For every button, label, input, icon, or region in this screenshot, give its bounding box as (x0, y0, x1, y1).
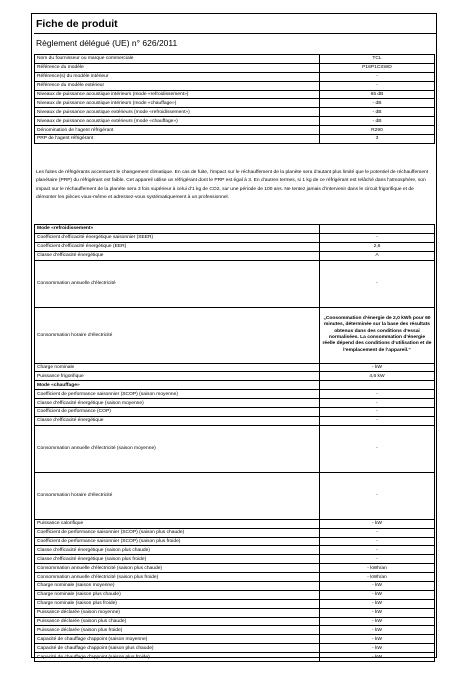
row-value: - kW (320, 617, 435, 626)
table-row (35, 390, 435, 399)
row-label: Consommation annuelle d’électricité (saison plus froide) (35, 573, 320, 582)
row-value: - (320, 537, 435, 546)
table-row (35, 399, 435, 408)
row-value: - (320, 408, 435, 417)
row-label: Puissance calorifique (35, 519, 320, 528)
row-value: - (320, 390, 435, 399)
row-value: - (320, 233, 435, 242)
row-label: Coefficient d’efficacité énergétique saisonnier (SEER) (35, 233, 320, 242)
performance-table (34, 224, 435, 662)
table-row (35, 626, 435, 635)
row-label: Coefficient de performance saisonnier (SCOP) (saison plus froide) (35, 537, 320, 546)
table-row (35, 307, 435, 363)
table-row (35, 635, 435, 644)
row-value: TCL (320, 55, 435, 64)
table-row (35, 251, 435, 260)
row-label: Puissance déclarée (saison plus froide) (35, 626, 320, 635)
row-label: Capacité de chauffage d’appoint (saison plus chaude) (35, 644, 320, 653)
row-value: - (320, 546, 435, 555)
row-value: - kW (320, 599, 435, 608)
table-row (35, 528, 435, 537)
row-label: Niveaux de puissance acoustique intérieurs (mode «chauffage») (35, 99, 320, 108)
row-value: - kW (320, 644, 435, 653)
table-row (35, 573, 435, 582)
row-value: - kWh/an (320, 564, 435, 573)
row-label: Classe d’efficacité énergétique (saison moyenne) (35, 399, 320, 408)
row-label: Classe d’efficacité énergétique (35, 416, 320, 425)
row-label: Charge nominale (saison plus chaude) (35, 590, 320, 599)
row-label: Niveaux de puissance acoustique extérieurs (mode «refroidissement») (35, 108, 320, 117)
section-title: Mode «chauffage» (35, 381, 320, 390)
row-value: - kW (320, 608, 435, 617)
row-value: - (320, 81, 435, 90)
row-value: - dB (320, 117, 435, 126)
table-row (35, 644, 435, 653)
row-label: Consommation annuelle d’électricité (saison plus chaude) (35, 564, 320, 573)
table-row (35, 108, 435, 117)
row-value: - kW (320, 626, 435, 635)
row-value: 3 (320, 135, 435, 144)
table-row (35, 546, 435, 555)
row-value: - (320, 528, 435, 537)
table-row (35, 582, 435, 591)
row-value: - (320, 260, 435, 307)
row-value: - dB (320, 99, 435, 108)
table-row (35, 472, 435, 519)
section-title: Mode «refroidissement» (35, 225, 320, 234)
row-label: Classe d’efficacité énergétique (saison plus froide) (35, 555, 320, 564)
regulation-reference: Règlement délégué (UE) n° 626/2011 (36, 38, 178, 48)
table-row (35, 372, 435, 381)
table-row (35, 408, 435, 417)
table-row (35, 55, 435, 64)
table-row (35, 126, 435, 135)
row-label: Charge nominale (saison moyenne) (35, 582, 320, 591)
table-row (35, 537, 435, 546)
row-value: 2,6 (320, 242, 435, 251)
section-header-row (35, 225, 435, 234)
row-label: Puissance déclarée (saison plus chaude) (35, 617, 320, 626)
row-label: Coefficient de performance saisonnier (SCOP) (saison moyenne) (35, 390, 320, 399)
row-value: - (320, 425, 435, 472)
row-value: - (320, 399, 435, 408)
section-blank (320, 225, 435, 234)
table-row (35, 99, 435, 108)
row-label: Niveaux de puissance acoustique extérieurs (mode «chauffage») (35, 117, 320, 126)
table-row (35, 425, 435, 472)
row-value: - kW (320, 635, 435, 644)
row-label: Niveaux de puissance acoustique intérieurs (mode «refroidissement») (35, 90, 320, 99)
table-row (35, 653, 435, 662)
row-label: Puissance frigorifique (35, 372, 320, 381)
section-blank (320, 381, 435, 390)
table-row (35, 363, 435, 372)
row-value: 4,6 kW (320, 372, 435, 381)
row-label: Coefficient d’efficacité énergétique (EER) (35, 242, 320, 251)
table-row (35, 233, 435, 242)
row-label: Consommation annuelle d’électricité (35, 260, 320, 307)
row-value: R290 (320, 126, 435, 135)
row-label: Capacité de chauffage d’appoint (saison moyenne) (35, 635, 320, 644)
row-label: Classe d’efficacité énergétique (35, 251, 320, 260)
row-label: Charge nominale (35, 363, 320, 372)
table-row (35, 242, 435, 251)
row-label: Dénomination de l’agent réfrigérant (35, 126, 320, 135)
row-value: - (320, 416, 435, 425)
table-row (35, 135, 435, 144)
row-label: Puissance déclarée (saison moyenne) (35, 608, 320, 617)
product-sheet (31, 13, 437, 658)
row-label: Capacité de chauffage d’appoint (saison plus froide) (35, 653, 320, 662)
row-value: - dB (320, 108, 435, 117)
row-label: Consommation horaire d’électricité (35, 472, 320, 519)
table-row (35, 519, 435, 528)
row-label: Charge nominale (saison plus froide) (35, 599, 320, 608)
row-value: „Consommation d’énergie de 2,0 kWh pour 60 minutes, déterminée sur la base des résultats obtenus dans des conditions d’essai normalisées. La consommation d’énergie réelle dépend des conditions d’utilisation et de l’emplacement de l’appareil.“ (320, 307, 435, 363)
row-label: Coefficient de performance saisonnier (SCOP) (saison plus chaude) (35, 528, 320, 537)
table-row (35, 260, 435, 307)
table-row (35, 63, 435, 72)
row-value: - (320, 72, 435, 81)
row-label: Consommation annuelle d’électricité (saison moyenne) (35, 425, 320, 472)
row-value: - kW (320, 582, 435, 591)
row-label: Nom du fournisseur ou marque commerciale (35, 55, 320, 64)
row-label: PRP de l’agent réfrigérant (35, 135, 320, 144)
row-value: P16P1CSWD (320, 63, 435, 72)
row-value: 65 dB (320, 90, 435, 99)
row-value: - kW (320, 590, 435, 599)
table-row (35, 608, 435, 617)
table-row (35, 564, 435, 573)
table-row (35, 590, 435, 599)
row-value: - (320, 472, 435, 519)
row-value: - kW (320, 653, 435, 662)
row-value: - (320, 555, 435, 564)
table-row (35, 555, 435, 564)
table-row (35, 617, 435, 626)
refrigerant-note: Les fuites de réfrigérants accentuent le changement climatique. En cas de fuite, l’impact sur le réchauffement de la planète sera d’autant plus limité que le potentiel de réchauffement planétaire (PRP) du réfrigérant est faible. Cet appareil utilise un réfrigérant dont le PRP est égal à 3. En d’autres termes, si 1 kg de ce réfrigérant est relâché dans l’atmosphère, son impact sur le réchauffement de la planète sera 3 fois supérieur à celui d’1 kg de CO2, sur une période de 100 ans. Ne tentez jamais d’intervenir dans le circuit frigorifique et de démonter les pièces vous-même et adressez-vous systématiquement à un professionnel. (36, 170, 429, 201)
table-row (35, 599, 435, 608)
row-value: - kWh/an (320, 573, 435, 582)
row-value: A (320, 251, 435, 260)
section-header-row (35, 381, 435, 390)
table-row (35, 72, 435, 81)
row-label: Référence du modèle extérieur (35, 81, 320, 90)
row-value: - kW (320, 363, 435, 372)
table-row (35, 117, 435, 126)
sheet-title: Fiche de produit (34, 15, 436, 34)
general-info-table (34, 54, 435, 144)
row-label: Référence(s) du modèle intérieur (35, 72, 320, 81)
table-row (35, 81, 435, 90)
table-row (35, 416, 435, 425)
row-label: Consommation horaire d’électricité (35, 307, 320, 363)
row-value: - kW (320, 519, 435, 528)
table-row (35, 90, 435, 99)
row-label: Classe d’efficacité énergétique (saison plus chaude) (35, 546, 320, 555)
row-label: Coefficient de performance (COP) (35, 408, 320, 417)
row-label: Référence du modèle (35, 63, 320, 72)
